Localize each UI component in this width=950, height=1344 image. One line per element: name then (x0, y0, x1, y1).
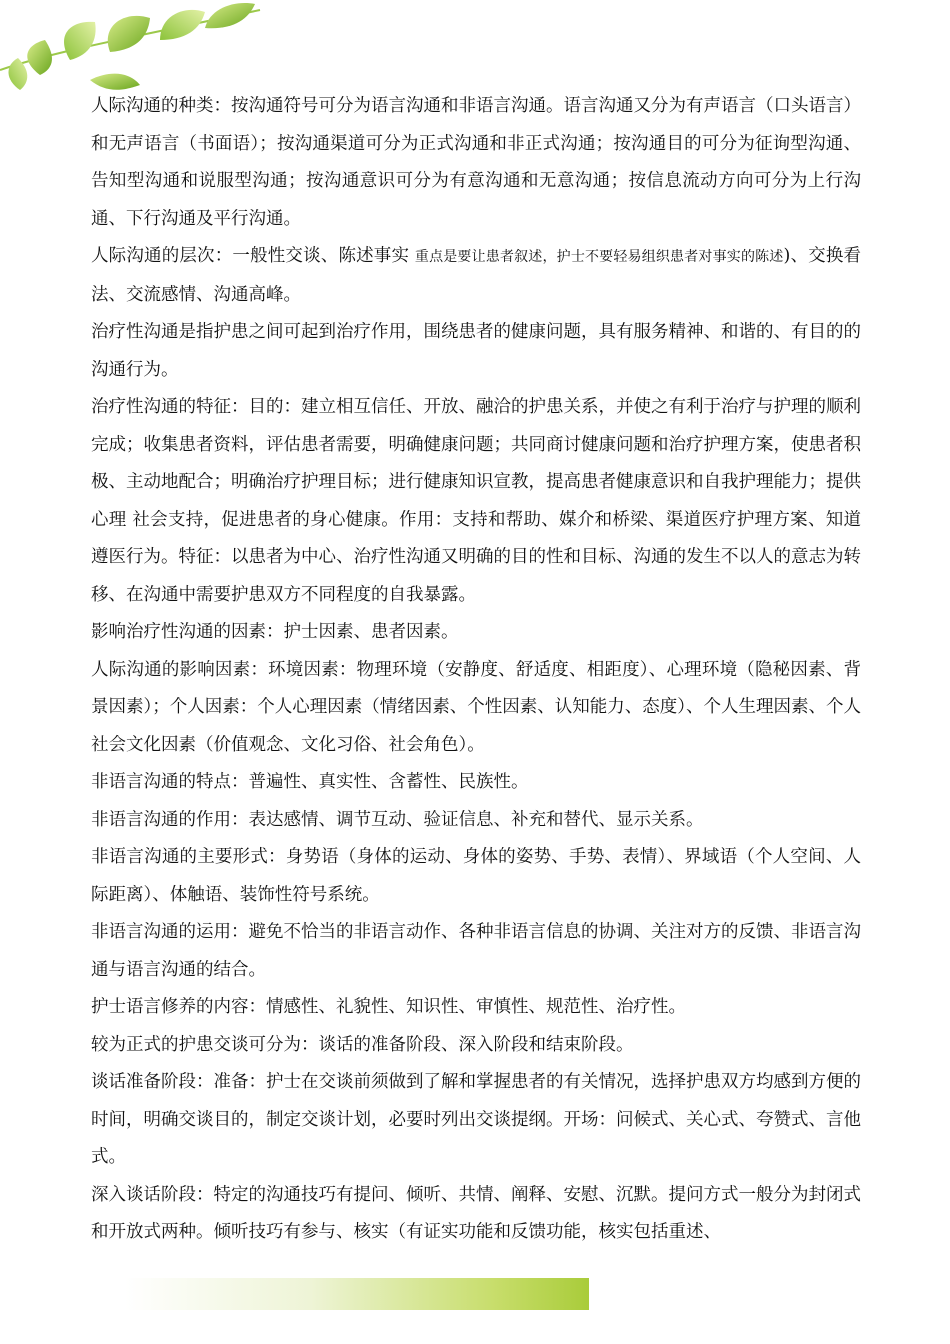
paragraph-nonverbal-functions: 非语言沟通的作用：表达感情、调节互动、验证信息、补充和替代、显示关系。 (91, 809, 704, 830)
paragraph-influence-factors: 人际沟通的影响因素：环境因素：物理环境（安静度、舒适度、相距度）、心理环境（隐秘因素、背景因素）；个人因素：个人心理因素（情绪因素、个性因素、认知能力、态度）、个人生理因素、个人社会文化因素（价值观念、文化习俗、社会角色）。 (91, 659, 861, 755)
leaf-vine-decoration (0, 0, 300, 100)
levels-tail-text: )、交换看法、交流感情、沟通高峰。 (91, 246, 861, 305)
paragraph-preparation-stage: 谈话准备阶段：准备：护士在交谈前须做到了解和掌握患者的有关情况，选择护患双方均感到方便的时间，明确交谈目的，制定交谈计划，必要时列出交谈提纲。开场：问候式、关心式、夸赞式、言他式。 (91, 1072, 861, 1167)
paragraph-nonverbal-traits: 非语言沟通的特点：普遍性、真实性、含蓄性、民族性。 (91, 772, 529, 792)
paragraph-therapeutic-factors: 影响治疗性沟通的因素：护士因素、患者因素。 (91, 622, 459, 642)
paragraph-therapeutic-definition: 治疗性沟通是指护患之间可起到治疗作用，围绕患者的健康问题，具有服务精神、和谐的、有目的的沟通行为。 (91, 322, 861, 380)
footer-gradient-bar (125, 1278, 589, 1310)
paragraph-nurse-language: 护士语言修养的内容：情感性、礼貌性、知识性、审慎性、规范性、治疗性。 (91, 997, 686, 1017)
paragraph-communication-types: 人际沟通的种类：按沟通符号可分为语言沟通和非语言沟通。语言沟通又分为有声语言（口头语言）和无声语言（书面语）；按沟通渠道可分为正式沟通和非正式沟通；按沟通目的可分为征询型沟通、告知型沟通和说服型沟通；按沟通意识可分为有意沟通和无意沟通；按信息流动方向可分为上行沟通、下行沟通及平行沟通。 (91, 96, 861, 229)
paragraph-nonverbal-forms: 非语言沟通的主要形式：身势语（身体的运动、身体的姿势、手势、表情）、界域语（个人空间、人际距离）、体触语、装饰性符号系统。 (91, 847, 861, 905)
paragraph-deep-stage: 深入谈话阶段：特定的沟通技巧有提问、倾听、共情、阐释、安慰、沉默。提问方式一般分为封闭式和开放式两种。倾听技巧有参与、核实（有证实功能和反馈功能，核实包括重述、 (91, 1184, 861, 1242)
paragraph-nonverbal-use: 非语言沟通的运用：避免不恰当的非语言动作、各种非语言信息的协调、关注对方的反馈、非语言沟通与语言沟通的结合。 (91, 922, 861, 980)
paragraph-conversation-stages: 较为正式的护患交谈可分为：谈话的准备阶段、深入阶段和结束阶段。 (91, 1034, 634, 1055)
document-body (91, 88, 861, 1252)
levels-lead-text: 人际沟通的层次：一般性交谈、陈述事实 (91, 246, 410, 266)
paragraph-therapeutic-features: 治疗性沟通的特征：目的：建立相互信任、开放、融洽的护患关系，并使之有利于治疗与护理的顺利完成；收集患者资料，评估患者需要，明确健康问题；共同商讨健康问题和治疗护理方案，使患者积极、主动地配合；明确治疗护理目标；进行健康知识宣教，提高患者健康意识和自我护理能力；提供心理 社会支持，促进患者的身心健康。作用：支持和帮助、媒介和桥梁、渠道医疗护理方案、知道遵医行为。特征：以患者为中心、治疗性沟通又明确的目的性和目标、沟通的发生不以人的意志为转移、在沟通中需要护患双方不同程度的自我暴露。 (91, 397, 861, 605)
levels-note-text: 重点是要让患者叙述，护士不要轻易组织患者对事实的陈述 (414, 249, 784, 265)
paragraph-communication-levels (91, 238, 861, 314)
